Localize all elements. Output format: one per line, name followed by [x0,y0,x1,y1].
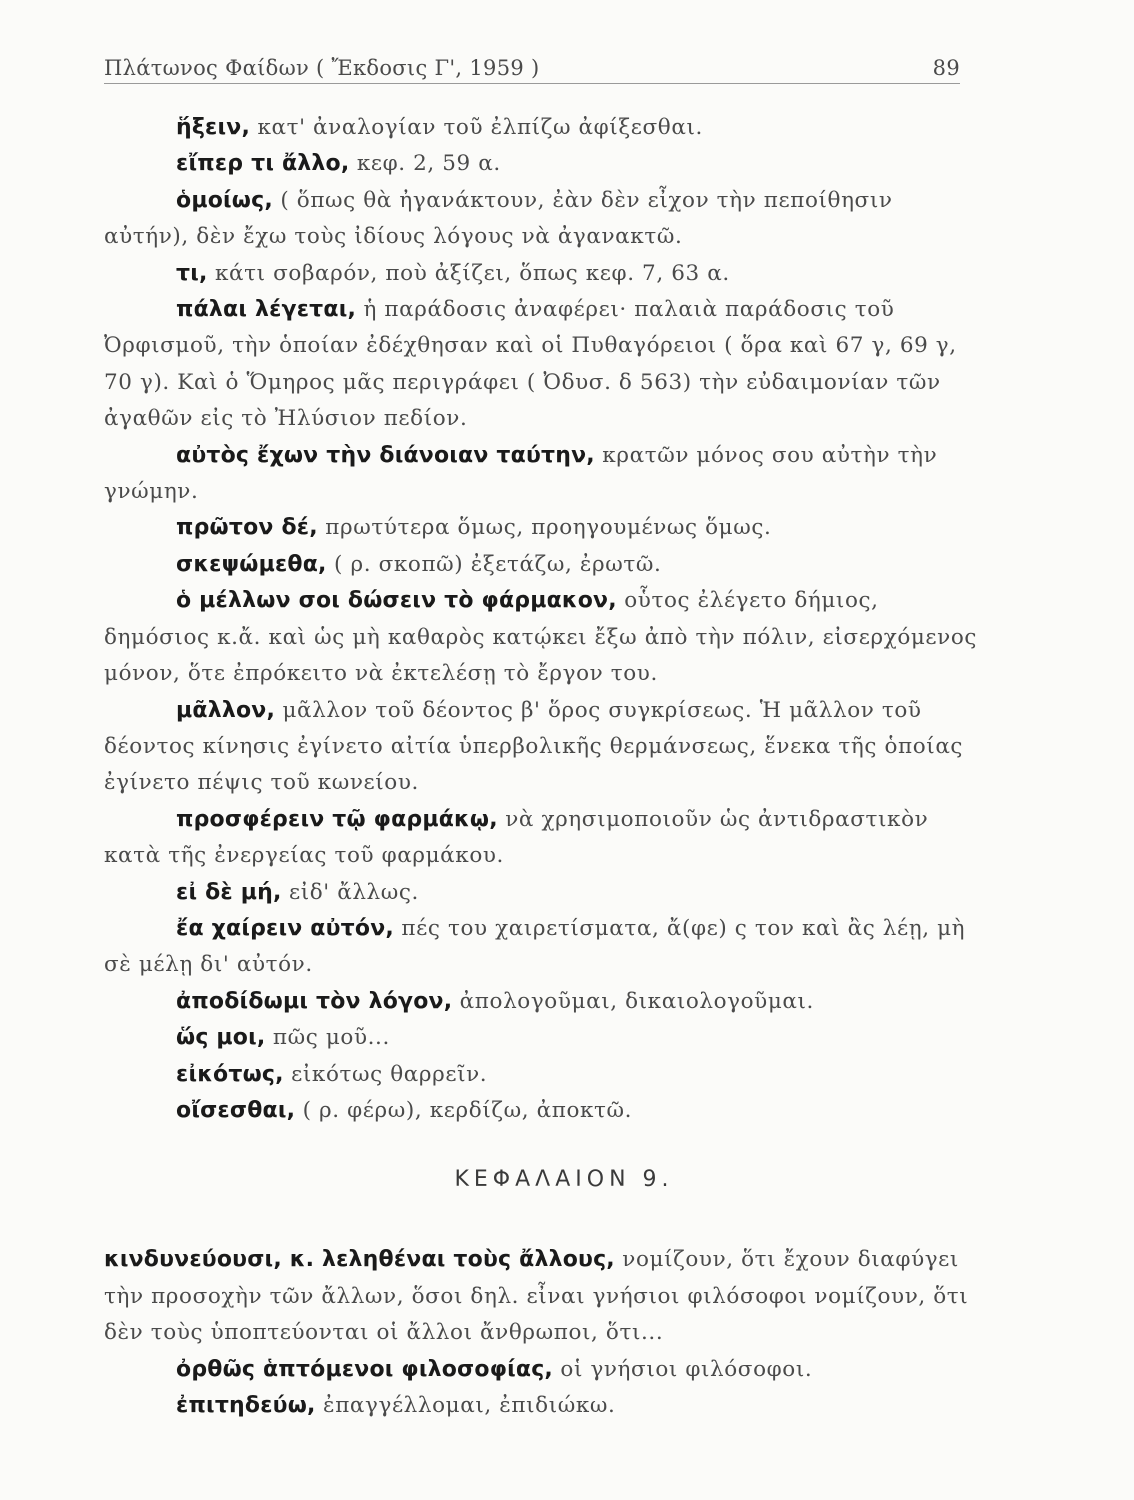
entry-lemma: εἰ δὲ μή, [176,879,282,905]
entry-gloss: ( ὅπως θὰ ἠγανάκτουν, ἐὰν δὲν εἶχον τὴν πεποίθησιν αὐτήν), δὲν ἔχω τοὺς ἰδίους λόγους νὰ ἀγανακτῶ. [104,187,893,250]
entry-gloss: κεφ. 2, 59 α. [349,151,501,177]
glossary-entry [104,110,984,146]
running-title: Πλάτωνος Φαίδων ( Ἔκδοσις Γ', 1959 ) [104,56,540,80]
entry-gloss: ἀπολογοῦμαι, δικαιολογοῦμαι. [452,988,814,1014]
glossary-entry [104,693,984,802]
glossary-entry [104,510,984,546]
entry-gloss: ἐπαγγέλλομαι, ἐπιδιώκω. [315,1393,616,1418]
entry-lemma: σκεψώμεθα, [176,551,327,577]
entry-lemma: ὁμοίως, [176,187,273,213]
entry-lemma: αὐτὸς ἔχων τὴν διάνοιαν ταύτην, [176,442,595,468]
entry-lemma: εἴπερ τι ἄλλο, [176,151,350,177]
running-head [104,40,960,80]
glossary-entry [104,547,984,583]
entry-gloss: κάτι σοβαρόν, ποὺ ἀξίζει, ὅπως κεφ. 7, 63 α. [207,260,730,286]
glossary-entry [104,256,984,292]
glossary-entry [104,292,984,438]
glossary-entry [104,1093,984,1129]
entry-lemma: κινδυνεύουσι, κ. λεληθέναι τοὺς ἄλλους, [104,1247,615,1273]
entry-lemma: ἐπιτηδεύω, [176,1393,316,1418]
glossary-entry [104,1242,984,1351]
entry-lemma: προσφέρειν τῷ φαρμάκῳ, [176,806,498,832]
entry-lemma: εἰκότως, [176,1061,284,1087]
entry-lemma: ἔα χαίρειν αὐτόν, [176,915,394,941]
glossary-entry [104,1057,984,1093]
entry-gloss: ἡ παράδοσις ἀναφέρει· παλαιὰ παράδοσις τοῦ Ὀρφισμοῦ, τὴν ὁποίαν ἐδέχθησαν καὶ οἱ Πυθαγόρειοι ( ὅρα καὶ 67 γ, 69 γ, 70 γ). Καὶ ὁ Ὅμηρος μᾶς περιγράφει ( Ὀδυσ. δ 563) τὴν εὐδαιμονίαν τῶν ἀγαθῶν εἰς τὸ Ἠλύσιον πεδίον. [104,297,957,432]
glossary-entry [104,438,984,511]
glossary-entry [104,1020,984,1056]
entry-gloss: οἱ γνήσιοι φιλόσοφοι. [553,1356,813,1382]
entry-lemma: ὀρθῶς ἁπτόμενοι φιλοσοφίας, [176,1356,553,1382]
entry-gloss: εἰκότως θαρρεῖν. [283,1061,488,1087]
entry-gloss: πές του χαιρετίσματα, ἄ(φε) ς τον καὶ ἂς λέῃ, μὴ σὲ μέλῃ δι' αὐτόν. [104,915,966,978]
glossary-entry [104,802,984,875]
entry-lemma: πάλαι λέγεται, [176,297,357,323]
glossary-entry [104,1388,984,1424]
entry-lemma: ἀποδίδωμι τὸν λόγον, [176,988,453,1014]
entry-lemma: ὥς μοι, [176,1025,266,1051]
entry-gloss: νὰ χρησιμοποιοῦν ὡς ἀντιδραστικὸν κατὰ τῆς ἐνεργείας τοῦ φαρμάκου. [104,806,929,869]
entry-gloss: πῶς μοῦ... [265,1025,390,1051]
entry-lemma: τι, [176,260,208,286]
entry-gloss: ( ρ. σκοπῶ) ἐξετάζω, ἐρωτῶ. [326,551,662,577]
page-body [104,110,984,1424]
glossary-entry [104,875,984,911]
entry-lemma: μᾶλλον, [176,697,276,723]
chapter-glossary-list [104,1242,984,1424]
glossary-list [104,110,984,1129]
entry-gloss: νομίζουν, ὅτι ἔχουν διαφύγει τὴν προσοχὴν τῶν ἄλλων, ὅσοι δηλ. εἶναι γνήσιοι φιλόσοφοι νομίζουν, ὅτι δὲν τοὺς ὑποπτεύονται οἱ ἄλλοι ἄνθρωποι, ὅτι... [104,1247,969,1346]
entry-lemma: πρῶτον δέ, [176,515,318,541]
entry-gloss: μᾶλλον τοῦ δέοντος β' ὅρος συγκρίσεως. Ἡ μᾶλλον τοῦ δέοντος κίνησις ἐγίνετο αἰτία ὑπερβολικῆς θερμάνσεως, ἕνεκα τῆς ὁποίας ἐγίνετο πέψις τοῦ κωνείου. [104,697,964,796]
page-number: 89 [932,56,960,80]
entry-gloss: κρατῶν μόνος σου αὐτὴν τὴν γνώμην. [104,442,938,505]
glossary-entry [104,146,984,182]
entry-gloss: εἰδ' ἄλλως. [281,879,419,905]
entry-gloss: πρωτύτερα ὅμως, προηγουμένως ὅμως. [317,515,772,541]
glossary-entry [104,183,984,256]
entry-gloss: ( ρ. φέρω), κερδίζω, ἀποκτῶ. [295,1097,633,1123]
header-rule [104,83,960,84]
entry-gloss: κατ' ἀναλογίαν τοῦ ἐλπίζω ἀφίξεσθαι. [250,115,703,140]
glossary-entry [104,1352,984,1388]
glossary-entry [104,984,984,1020]
entry-lemma: ὁ μέλλων σοι δώσειν τὸ φάρμακον, [176,588,617,614]
glossary-entry [104,583,984,692]
glossary-entry [104,911,984,984]
entry-lemma: ἥξειν, [176,115,251,140]
entry-gloss: οὗτος ἐλέγετο δήμιος, δημόσιος κ.ἄ. καὶ ὡς μὴ καθαρὸς κατῴκει ἔξω ἀπὸ τὴν πόλιν, εἰσερχόμενος μόνον, ὅτε ἐπρόκειτο νὰ ἐκτελέσῃ τὸ ἔργον του. [104,588,978,687]
chapter-heading: ΚΕΦΑΛΑΙΟΝ 9. [454,1167,674,1193]
entry-lemma: οἴσεσθαι, [176,1097,296,1123]
